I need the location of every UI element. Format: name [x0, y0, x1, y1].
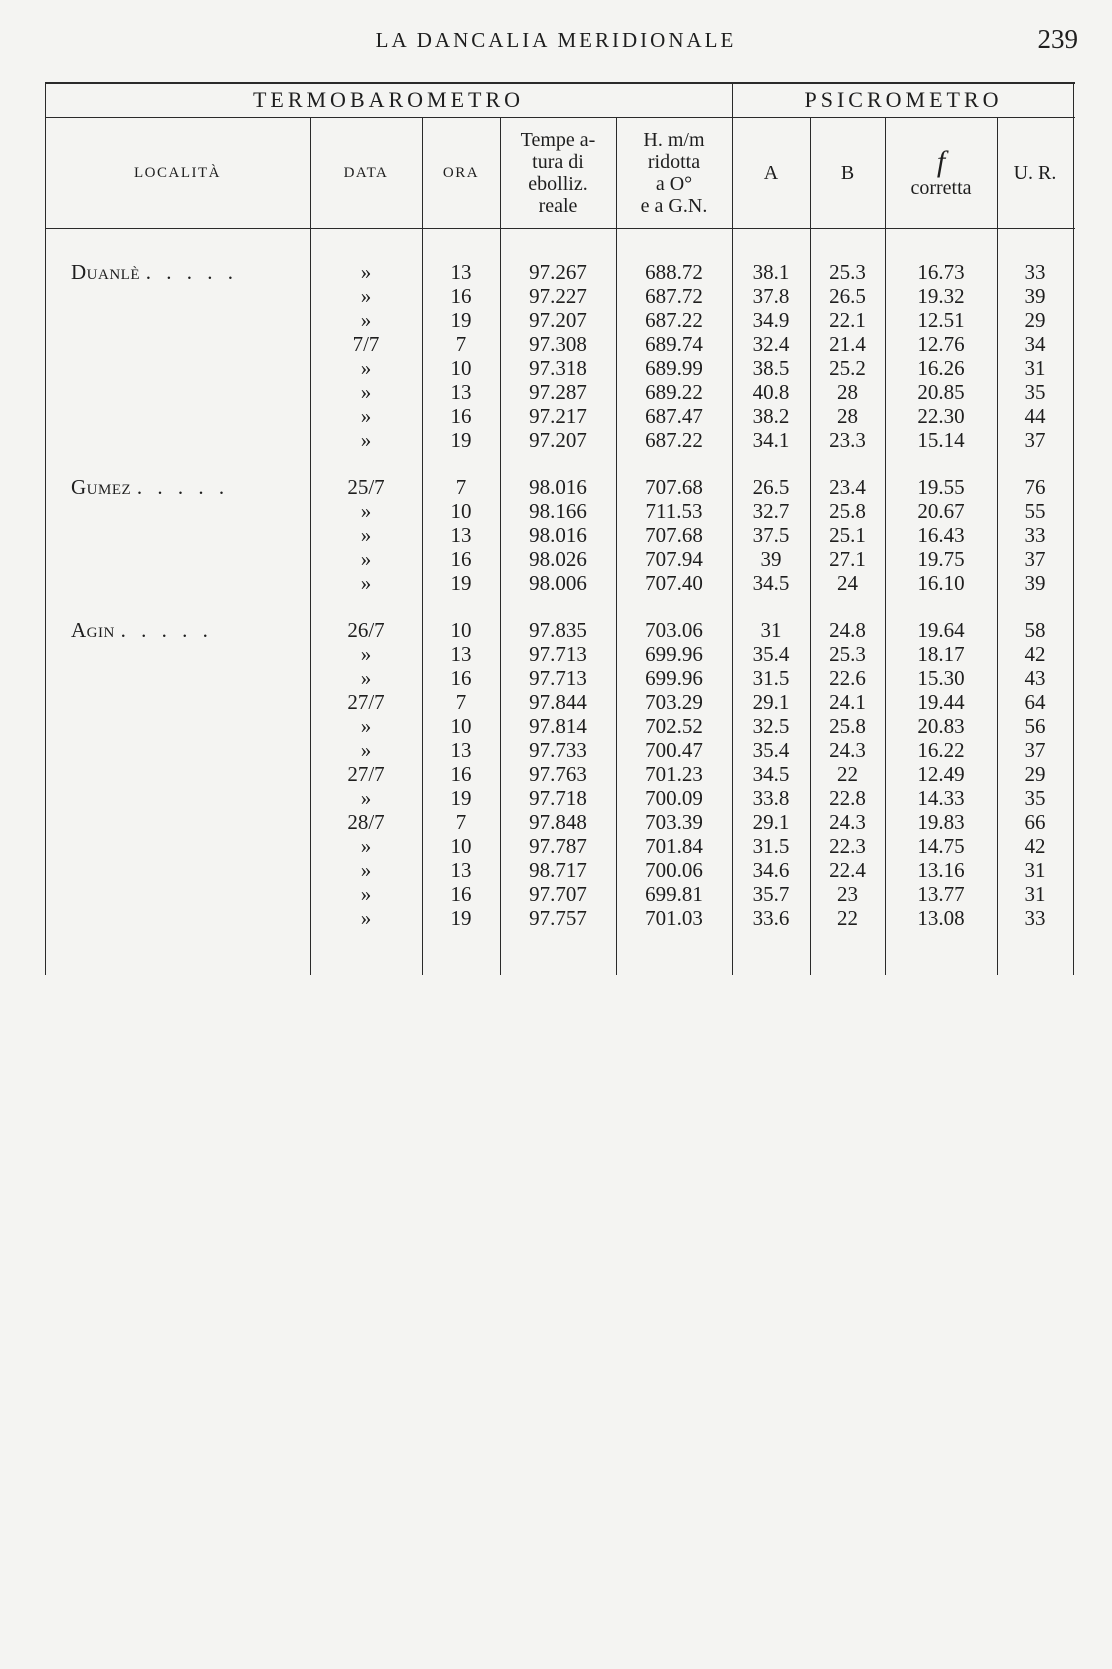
ora-cell: 13	[450, 380, 472, 404]
ur-cell: 31	[1024, 356, 1046, 380]
col-data	[310, 120, 422, 226]
h-cell: 707.40	[645, 571, 703, 595]
data-cell: »	[360, 499, 372, 523]
b-cell: 22.6	[829, 666, 866, 690]
temp-cell: 97.227	[529, 284, 587, 308]
f-cell: 13.16	[917, 858, 965, 882]
h-cell: 689.22	[645, 380, 703, 404]
ur-cell: 37	[1024, 738, 1046, 762]
table-row	[45, 882, 1075, 906]
ora-cell: 19	[450, 571, 472, 595]
a-cell: 38.1	[752, 260, 790, 284]
h-cell: 702.52	[645, 714, 703, 738]
col-pressione	[616, 120, 732, 226]
data-cell: »	[360, 356, 372, 380]
temp-cell: 97.835	[529, 618, 587, 642]
leader-dots: . . . . .	[136, 475, 230, 499]
f-cell: 14.33	[917, 786, 965, 810]
f-cell: 19.64	[917, 618, 965, 642]
temp-cell: 97.707	[529, 882, 587, 906]
h-cell: 699.81	[645, 882, 703, 906]
f-cell: 13.08	[917, 906, 965, 930]
a-cell: 33.8	[752, 786, 790, 810]
localita-cell	[71, 260, 238, 284]
f-cell: 15.30	[917, 666, 965, 690]
col-b	[810, 120, 885, 226]
data-cell: »	[360, 428, 372, 452]
temp-cell: 97.308	[529, 332, 587, 356]
a-cell: 33.6	[752, 906, 790, 930]
table-row	[45, 666, 1075, 690]
ur-cell: 34	[1024, 332, 1046, 356]
row-group	[45, 618, 1075, 930]
a-cell: 31.5	[752, 666, 790, 690]
data-cell: »	[360, 523, 372, 547]
group-header-rule	[45, 117, 1075, 118]
ora-cell: 7	[455, 475, 467, 499]
localita-name: Duanlè	[71, 260, 140, 284]
ora-cell: 10	[450, 356, 472, 380]
b-cell: 26.5	[829, 284, 866, 308]
data-cell: 27/7	[347, 690, 385, 714]
table-row	[45, 428, 1075, 452]
table-row	[45, 404, 1075, 428]
ora-cell: 16	[450, 666, 472, 690]
temp-cell: 97.718	[529, 786, 587, 810]
f-cell: 16.43	[917, 523, 965, 547]
ur-cell: 31	[1024, 882, 1046, 906]
column-header-rule	[45, 228, 1075, 229]
a-cell: 26.5	[752, 475, 790, 499]
f-cell: 20.67	[917, 499, 965, 523]
table-row	[45, 834, 1075, 858]
data-cell: »	[360, 284, 372, 308]
temp-cell: 98.016	[529, 475, 587, 499]
col-a-label: A	[763, 162, 779, 184]
data-cell: »	[360, 786, 372, 810]
data-cell: »	[360, 666, 372, 690]
temp-cell: 98.717	[529, 858, 587, 882]
a-cell: 37.5	[752, 523, 790, 547]
temp-cell: 97.287	[529, 380, 587, 404]
ur-cell: 33	[1024, 260, 1046, 284]
temp-cell: 97.814	[529, 714, 587, 738]
f-cell: 20.85	[917, 380, 965, 404]
h-cell: 688.72	[645, 260, 703, 284]
f-cell: 12.49	[917, 762, 965, 786]
h-cell: 687.22	[645, 428, 703, 452]
h-cell: 700.09	[645, 786, 703, 810]
a-cell: 38.2	[752, 404, 790, 428]
col-pressione-label: H. m/m ridotta a O° e a G.N.	[640, 129, 708, 217]
a-cell: 34.6	[752, 858, 790, 882]
ora-cell: 10	[450, 499, 472, 523]
ora-cell: 19	[450, 906, 472, 930]
b-cell: 23	[837, 882, 858, 906]
temp-cell: 97.848	[529, 810, 587, 834]
col-f	[885, 120, 997, 226]
b-cell: 27.1	[829, 547, 866, 571]
leader-dots: . . . . .	[145, 260, 238, 284]
b-cell: 22.1	[829, 308, 866, 332]
data-cell: »	[360, 834, 372, 858]
f-cell: 22.30	[917, 404, 965, 428]
a-cell: 29.1	[752, 690, 790, 714]
f-cell: 20.83	[917, 714, 965, 738]
table-row	[45, 475, 1075, 499]
f-cell: 19.32	[917, 284, 965, 308]
table-row	[45, 284, 1075, 308]
localita-name: Agin	[71, 618, 115, 642]
ora-cell: 7	[455, 690, 467, 714]
termobarometro-header: TERMOBAROMETRO	[252, 87, 525, 112]
data-cell: »	[360, 906, 372, 930]
temp-cell: 97.217	[529, 404, 587, 428]
a-cell: 35.4	[752, 642, 790, 666]
table-row	[45, 356, 1075, 380]
ora-cell: 10	[450, 834, 472, 858]
f-cell: 12.51	[917, 308, 965, 332]
f-cell: 19.75	[917, 547, 965, 571]
temp-cell: 97.757	[529, 906, 587, 930]
ur-cell: 31	[1024, 858, 1046, 882]
f-cell: 18.17	[917, 642, 965, 666]
table-row	[45, 523, 1075, 547]
table-row	[45, 714, 1075, 738]
ora-cell: 13	[450, 738, 472, 762]
data-cell: »	[360, 260, 372, 284]
ora-cell: 16	[450, 882, 472, 906]
a-cell: 34.1	[752, 428, 790, 452]
table-row	[45, 260, 1075, 284]
h-cell: 699.96	[645, 642, 703, 666]
f-cell: 16.73	[917, 260, 965, 284]
b-cell: 23.4	[829, 475, 866, 499]
ur-cell: 35	[1024, 380, 1046, 404]
b-cell: 25.2	[829, 356, 866, 380]
temp-cell: 97.207	[529, 428, 587, 452]
col-b-label: B	[840, 162, 855, 184]
ora-cell: 10	[450, 618, 472, 642]
temp-cell: 98.006	[529, 571, 587, 595]
data-cell: 26/7	[347, 618, 385, 642]
data-table	[45, 82, 1075, 982]
b-cell: 24.8	[829, 618, 866, 642]
temp-cell: 97.207	[529, 308, 587, 332]
ur-cell: 66	[1024, 810, 1046, 834]
table-row	[45, 499, 1075, 523]
table-row	[45, 858, 1075, 882]
col-ora	[422, 120, 500, 226]
ora-cell: 7	[455, 332, 467, 356]
ur-cell: 33	[1024, 523, 1046, 547]
page-number: 239	[1037, 24, 1078, 54]
table-row	[45, 332, 1075, 356]
ora-cell: 16	[450, 404, 472, 428]
ur-cell: 56	[1024, 714, 1046, 738]
h-cell: 700.47	[645, 738, 703, 762]
h-cell: 711.53	[645, 499, 703, 523]
b-cell: 21.4	[829, 332, 866, 356]
temp-cell: 97.763	[529, 762, 587, 786]
b-cell: 22.3	[829, 834, 866, 858]
ur-cell: 29	[1024, 762, 1046, 786]
h-cell: 699.96	[645, 666, 703, 690]
temp-cell: 97.733	[529, 738, 587, 762]
a-cell: 29.1	[752, 810, 790, 834]
h-cell: 703.06	[645, 618, 703, 642]
b-cell: 28	[837, 380, 858, 404]
ora-cell: 13	[450, 523, 472, 547]
ora-cell: 16	[450, 547, 472, 571]
b-cell: 22.8	[829, 786, 866, 810]
data-cell: »	[360, 571, 372, 595]
b-cell: 22	[837, 906, 858, 930]
col-temperatura-label: Tempe a- tura di ebolliz. reale	[520, 129, 596, 217]
f-cell: 19.44	[917, 690, 965, 714]
temp-cell: 98.026	[529, 547, 587, 571]
col-ur-label: U. R.	[1013, 162, 1057, 184]
ur-cell: 76	[1024, 475, 1046, 499]
ur-cell: 29	[1024, 308, 1046, 332]
f-cell: 19.55	[917, 475, 965, 499]
col-temperatura	[500, 120, 616, 226]
ur-cell: 42	[1024, 642, 1046, 666]
table-row	[45, 762, 1075, 786]
ur-cell: 37	[1024, 428, 1046, 452]
table-row	[45, 738, 1075, 762]
col-ora-label: ORA	[442, 165, 480, 181]
data-cell: »	[360, 547, 372, 571]
data-cell: »	[360, 714, 372, 738]
ora-cell: 10	[450, 714, 472, 738]
h-cell: 701.03	[645, 906, 703, 930]
col-f-symbol: f	[936, 145, 946, 178]
a-cell: 34.9	[752, 308, 790, 332]
table-row	[45, 380, 1075, 404]
table-row	[45, 547, 1075, 571]
a-cell: 38.5	[752, 356, 790, 380]
b-cell: 25.8	[829, 499, 866, 523]
f-cell: 19.83	[917, 810, 965, 834]
ora-cell: 7	[455, 810, 467, 834]
h-cell: 687.72	[645, 284, 703, 308]
data-cell: 7/7	[352, 332, 380, 356]
ora-cell: 19	[450, 428, 472, 452]
leader-dots: . . . . .	[120, 618, 213, 642]
a-cell: 39	[760, 547, 782, 571]
f-cell: 13.77	[917, 882, 965, 906]
a-cell: 35.7	[752, 882, 790, 906]
a-cell: 34.5	[752, 571, 790, 595]
table-row	[45, 308, 1075, 332]
ora-cell: 19	[450, 786, 472, 810]
ur-cell: 64	[1024, 690, 1046, 714]
data-cell: 25/7	[347, 475, 385, 499]
h-cell: 707.68	[645, 523, 703, 547]
h-cell: 701.23	[645, 762, 703, 786]
table-row	[45, 810, 1075, 834]
ora-cell: 16	[450, 284, 472, 308]
data-cell: »	[360, 858, 372, 882]
table-row	[45, 786, 1075, 810]
running-head: LA DANCALIA MERIDIONALE	[375, 28, 737, 52]
a-cell: 32.4	[752, 332, 790, 356]
ur-cell: 55	[1024, 499, 1046, 523]
b-cell: 24	[837, 571, 858, 595]
temp-cell: 97.713	[529, 666, 587, 690]
col-ur	[997, 120, 1073, 226]
h-cell: 700.06	[645, 858, 703, 882]
f-cell: 16.10	[917, 571, 965, 595]
b-cell: 25.3	[829, 260, 866, 284]
f-cell: 16.22	[917, 738, 965, 762]
b-cell: 22	[837, 762, 858, 786]
col-localita-label: LOCALITÀ	[134, 165, 221, 181]
table-row	[45, 642, 1075, 666]
ora-cell: 13	[450, 858, 472, 882]
h-cell: 701.84	[645, 834, 703, 858]
data-cell: »	[360, 380, 372, 404]
a-cell: 31	[760, 618, 782, 642]
table-row	[45, 618, 1075, 642]
b-cell: 23.3	[829, 428, 866, 452]
psicrometro-header: PSICROMETRO	[804, 87, 1003, 112]
data-cell: »	[360, 404, 372, 428]
ur-cell: 58	[1024, 618, 1046, 642]
b-cell: 24.3	[829, 738, 866, 762]
table-row	[45, 690, 1075, 714]
f-cell: 16.26	[917, 356, 965, 380]
data-cell: 28/7	[347, 810, 385, 834]
ur-cell: 33	[1024, 906, 1046, 930]
b-cell: 25.1	[829, 523, 866, 547]
b-cell: 25.3	[829, 642, 866, 666]
h-cell: 687.47	[645, 404, 703, 428]
temp-cell: 97.787	[529, 834, 587, 858]
data-cell: »	[360, 642, 372, 666]
temp-cell: 97.267	[529, 260, 587, 284]
f-cell: 15.14	[917, 428, 965, 452]
h-cell: 689.99	[645, 356, 703, 380]
ora-cell: 19	[450, 308, 472, 332]
b-cell: 22.4	[829, 858, 866, 882]
table-row	[45, 571, 1075, 595]
ur-cell: 44	[1024, 404, 1046, 428]
f-cell: 12.76	[917, 332, 965, 356]
ur-cell: 43	[1024, 666, 1046, 690]
b-cell: 25.8	[829, 714, 866, 738]
a-cell: 34.5	[752, 762, 790, 786]
a-cell: 32.5	[752, 714, 790, 738]
col-a	[732, 120, 810, 226]
table-row	[45, 906, 1075, 930]
data-cell: »	[360, 882, 372, 906]
temp-cell: 97.713	[529, 642, 587, 666]
b-cell: 28	[837, 404, 858, 428]
h-cell: 703.29	[645, 690, 703, 714]
data-cell: »	[360, 308, 372, 332]
a-cell: 31.5	[752, 834, 790, 858]
h-cell: 707.94	[645, 547, 703, 571]
row-group	[45, 475, 1075, 595]
col-f-label: corretta	[910, 177, 972, 199]
temp-cell: 98.016	[529, 523, 587, 547]
localita-cell	[71, 618, 213, 642]
a-cell: 40.8	[752, 380, 790, 404]
temp-cell: 97.318	[529, 356, 587, 380]
ur-cell: 35	[1024, 786, 1046, 810]
h-cell: 707.68	[645, 475, 703, 499]
table-body	[45, 260, 1075, 953]
temp-cell: 98.166	[529, 499, 587, 523]
h-cell: 687.22	[645, 308, 703, 332]
ora-cell: 13	[450, 260, 472, 284]
f-cell: 14.75	[917, 834, 965, 858]
data-cell: 27/7	[347, 762, 385, 786]
ur-cell: 37	[1024, 547, 1046, 571]
h-cell: 689.74	[645, 332, 703, 356]
ora-cell: 13	[450, 642, 472, 666]
localita-cell	[71, 475, 229, 499]
localita-name: Gumez	[71, 475, 132, 499]
b-cell: 24.3	[829, 810, 866, 834]
col-localita	[45, 120, 310, 226]
a-cell: 37.8	[752, 284, 790, 308]
ur-cell: 39	[1024, 284, 1046, 308]
ora-cell: 16	[450, 762, 472, 786]
ur-cell: 42	[1024, 834, 1046, 858]
data-cell: »	[360, 738, 372, 762]
h-cell: 703.39	[645, 810, 703, 834]
temp-cell: 97.844	[529, 690, 587, 714]
row-group	[45, 260, 1075, 452]
b-cell: 24.1	[829, 690, 866, 714]
ur-cell: 39	[1024, 571, 1046, 595]
col-data-label: DATA	[343, 165, 389, 181]
a-cell: 32.7	[752, 499, 790, 523]
a-cell: 35.4	[752, 738, 790, 762]
